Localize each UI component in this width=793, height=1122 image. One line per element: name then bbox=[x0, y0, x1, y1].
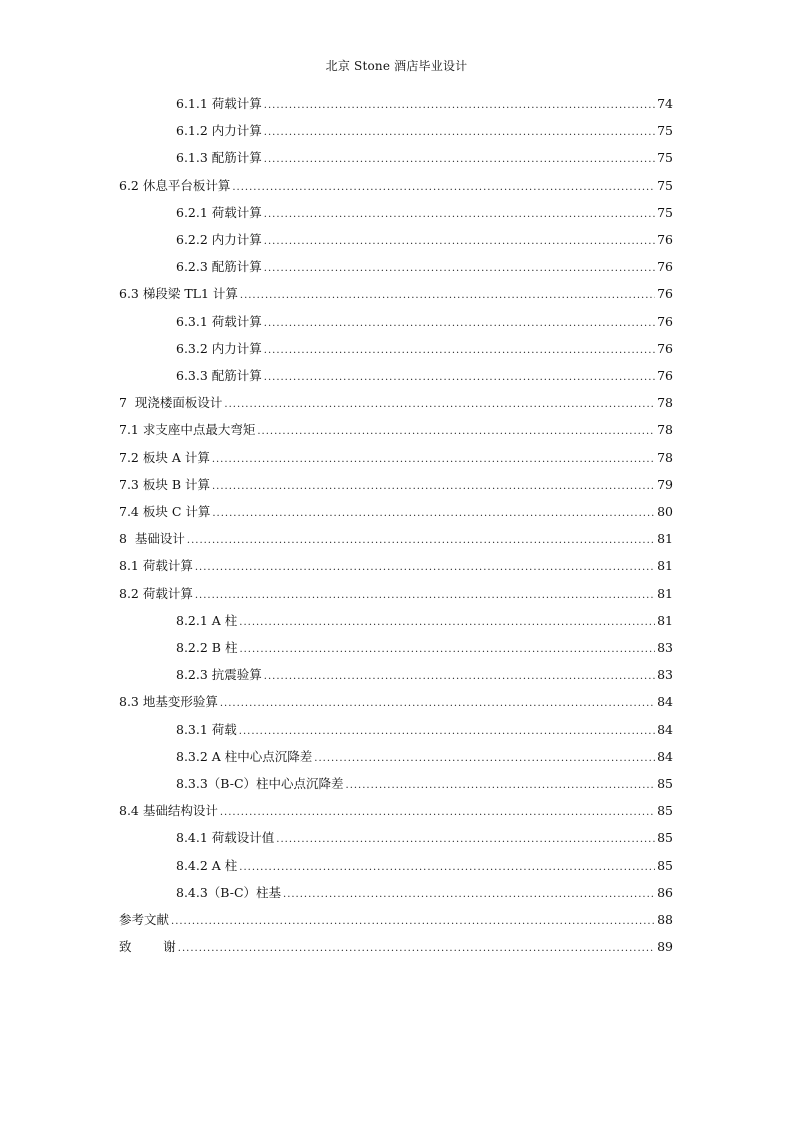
toc-entry-label: 6.2.3 配筋计算 bbox=[176, 259, 262, 275]
toc-entry[interactable] bbox=[176, 666, 673, 684]
toc-entry-page-number: 85 bbox=[657, 857, 673, 873]
toc-entry-page-number: 78 bbox=[657, 449, 673, 465]
toc-entry-page-number: 76 bbox=[657, 286, 673, 302]
toc-entry-page-number: 79 bbox=[657, 476, 673, 492]
toc-entry-page-number: 78 bbox=[657, 395, 673, 411]
toc-entry-page-number: 81 bbox=[657, 612, 673, 628]
toc-entry-label: 8.2.3 抗震验算 bbox=[176, 667, 262, 683]
toc-entry-label: 8.2.1 A 柱 bbox=[176, 612, 238, 628]
toc-entry-page-number: 84 bbox=[657, 694, 673, 710]
toc-dot-leader bbox=[264, 315, 655, 333]
toc-dot-leader bbox=[264, 233, 655, 251]
toc-entry-page-number: 88 bbox=[657, 912, 673, 927]
toc-entry[interactable] bbox=[119, 449, 673, 467]
toc-entry-label: 6.3.3 配筋计算 bbox=[176, 368, 262, 383]
toc-dot-leader bbox=[224, 396, 655, 414]
toc-entry[interactable] bbox=[176, 639, 673, 657]
toc-entry-page-number: 78 bbox=[657, 422, 673, 438]
toc-dot-leader bbox=[220, 695, 655, 713]
page-header: 北京 Stone 酒店毕业设计 bbox=[325, 59, 468, 73]
toc-dot-leader bbox=[239, 614, 655, 632]
toc-entry-label: 8.2 荷载计算 bbox=[119, 585, 193, 601]
toc-entry[interactable] bbox=[176, 857, 673, 875]
toc-dot-leader bbox=[212, 478, 655, 496]
toc-entry-label: 8 基础设计 bbox=[119, 531, 185, 547]
toc-entry-page-number: 76 bbox=[657, 368, 673, 383]
toc-entry[interactable] bbox=[176, 313, 673, 331]
toc-entry[interactable] bbox=[119, 938, 673, 956]
toc-dot-leader bbox=[264, 151, 655, 169]
toc-entry[interactable] bbox=[176, 122, 673, 140]
toc-dot-leader bbox=[264, 668, 655, 686]
toc-entry-label: 7.3 板块 B 计算 bbox=[119, 476, 210, 492]
toc-entry-page-number: 84 bbox=[657, 721, 673, 737]
toc-entry[interactable] bbox=[119, 802, 673, 820]
toc-entry-label: 致 谢 bbox=[119, 939, 176, 955]
toc-entry-page-number: 76 bbox=[657, 313, 673, 329]
toc-entry-page-number: 83 bbox=[657, 640, 673, 655]
toc-entry[interactable] bbox=[176, 204, 673, 222]
toc-entry[interactable] bbox=[176, 612, 673, 630]
toc-dot-leader bbox=[178, 940, 655, 958]
toc-entry-page-number: 81 bbox=[657, 531, 673, 547]
toc-entry-label: 6.2.1 荷载计算 bbox=[176, 204, 262, 220]
toc-entry[interactable] bbox=[119, 911, 673, 929]
toc-entry[interactable] bbox=[176, 884, 673, 902]
toc-entry-page-number: 85 bbox=[657, 803, 673, 819]
toc-entry-label: 8.1 荷载计算 bbox=[119, 558, 193, 574]
toc-dot-leader bbox=[195, 559, 655, 577]
toc-entry-label: 7.2 板块 A 计算 bbox=[119, 449, 210, 465]
toc-entry-label: 8.3.1 荷载 bbox=[176, 721, 237, 737]
toc-entry-page-number: 75 bbox=[657, 123, 673, 139]
toc-entry[interactable] bbox=[176, 340, 673, 358]
toc-dot-leader bbox=[264, 206, 655, 224]
toc-entry[interactable] bbox=[119, 177, 673, 195]
toc-entry[interactable] bbox=[119, 530, 673, 548]
toc-dot-leader bbox=[264, 124, 655, 142]
toc-entry[interactable] bbox=[176, 367, 673, 385]
toc-entry-page-number: 86 bbox=[657, 884, 673, 900]
toc-entry-label: 参考文献 bbox=[119, 912, 170, 927]
toc-entry-page-number: 81 bbox=[657, 585, 673, 601]
toc-entry[interactable] bbox=[176, 721, 673, 739]
toc-entry-label: 6.1.1 荷载计算 bbox=[176, 96, 262, 111]
toc-entry-label: 8.4.2 A 柱 bbox=[176, 857, 238, 873]
toc-entry-label: 6.3.1 荷载计算 bbox=[176, 313, 262, 329]
toc-entry-label: 6.3.2 内力计算 bbox=[176, 340, 262, 356]
toc-entry-label: 8.3.2 A 柱中心点沉降差 bbox=[176, 748, 313, 764]
toc-entry-page-number: 75 bbox=[657, 177, 673, 193]
toc-entry-label: 8.2.2 B 柱 bbox=[176, 640, 238, 655]
toc-dot-leader bbox=[239, 723, 655, 741]
toc-dot-leader bbox=[239, 641, 655, 659]
toc-dot-leader bbox=[212, 505, 655, 523]
toc-entry-label: 8.4.1 荷载设计值 bbox=[176, 830, 275, 846]
toc-entry-page-number: 75 bbox=[657, 150, 673, 166]
toc-entry-label: 7.4 板块 C 计算 bbox=[119, 504, 211, 519]
toc-dot-leader bbox=[212, 451, 655, 469]
toc-entry-label: 6.1.2 内力计算 bbox=[176, 123, 262, 139]
toc-entry[interactable] bbox=[119, 476, 673, 494]
toc-dot-leader bbox=[239, 859, 655, 877]
toc-entry[interactable] bbox=[176, 775, 673, 793]
toc-entry-page-number: 83 bbox=[657, 667, 673, 683]
toc-dot-leader bbox=[276, 831, 655, 849]
toc-dot-leader bbox=[346, 777, 656, 795]
toc-dot-leader bbox=[220, 804, 655, 822]
toc-entry-page-number: 75 bbox=[657, 204, 673, 220]
toc-dot-leader bbox=[283, 886, 655, 904]
toc-entry[interactable] bbox=[176, 95, 673, 113]
toc-entry-label: 6.1.3 配筋计算 bbox=[176, 150, 262, 166]
toc-dot-leader bbox=[257, 423, 655, 441]
toc-entry-label: 8.4 基础结构设计 bbox=[119, 803, 218, 819]
toc-entry-page-number: 85 bbox=[657, 776, 673, 791]
toc-entry[interactable] bbox=[119, 693, 673, 711]
toc-dot-leader bbox=[264, 97, 655, 115]
toc-entry[interactable] bbox=[119, 557, 673, 575]
toc-entry-page-number: 76 bbox=[657, 340, 673, 356]
toc-entry-page-number: 80 bbox=[657, 504, 673, 519]
toc-dot-leader bbox=[314, 750, 655, 768]
toc-entry-label: 6.3 梯段梁 TL1 计算 bbox=[119, 286, 238, 302]
toc-entry-page-number: 74 bbox=[657, 96, 673, 111]
toc-dot-leader bbox=[264, 342, 655, 360]
toc-entry-label: 8.3.3（B-C）柱中心点沉降差 bbox=[176, 776, 344, 791]
toc-entry[interactable] bbox=[119, 394, 673, 412]
toc-entry[interactable] bbox=[119, 585, 673, 603]
toc-entry[interactable] bbox=[176, 829, 673, 847]
toc-entry[interactable] bbox=[119, 421, 673, 439]
toc-dot-leader bbox=[171, 913, 655, 931]
toc-entry-label: 7 现浇楼面板设计 bbox=[119, 395, 223, 411]
toc-dot-leader bbox=[187, 532, 655, 550]
toc-entry[interactable] bbox=[176, 149, 673, 167]
toc-dot-leader bbox=[240, 287, 655, 305]
toc-entry-label: 8.3 地基变形验算 bbox=[119, 694, 218, 710]
toc-entry[interactable] bbox=[176, 258, 673, 276]
toc-entry-label: 6.2.2 内力计算 bbox=[176, 232, 262, 247]
toc-entry[interactable] bbox=[176, 231, 673, 249]
toc-dot-leader bbox=[232, 179, 655, 197]
toc-entry-page-number: 89 bbox=[657, 939, 673, 955]
toc-entry[interactable] bbox=[119, 503, 673, 521]
toc-entry-page-number: 85 bbox=[657, 830, 673, 846]
toc-entry-page-number: 84 bbox=[657, 748, 673, 764]
toc-entry[interactable] bbox=[176, 748, 673, 766]
toc-dot-leader bbox=[264, 260, 655, 278]
toc-entry-page-number: 81 bbox=[657, 558, 673, 574]
toc-entry-label: 6.2 休息平台板计算 bbox=[119, 177, 231, 193]
toc-dot-leader bbox=[195, 587, 655, 605]
toc-entry-label: 8.4.3（B-C）柱基 bbox=[176, 884, 282, 900]
toc-entry-page-number: 76 bbox=[657, 259, 673, 275]
toc-dot-leader bbox=[264, 369, 655, 387]
toc-entry-label: 7.1 求支座中点最大弯矩 bbox=[119, 422, 256, 438]
toc-entry-page-number: 76 bbox=[657, 232, 673, 247]
toc-entry[interactable] bbox=[119, 285, 673, 303]
